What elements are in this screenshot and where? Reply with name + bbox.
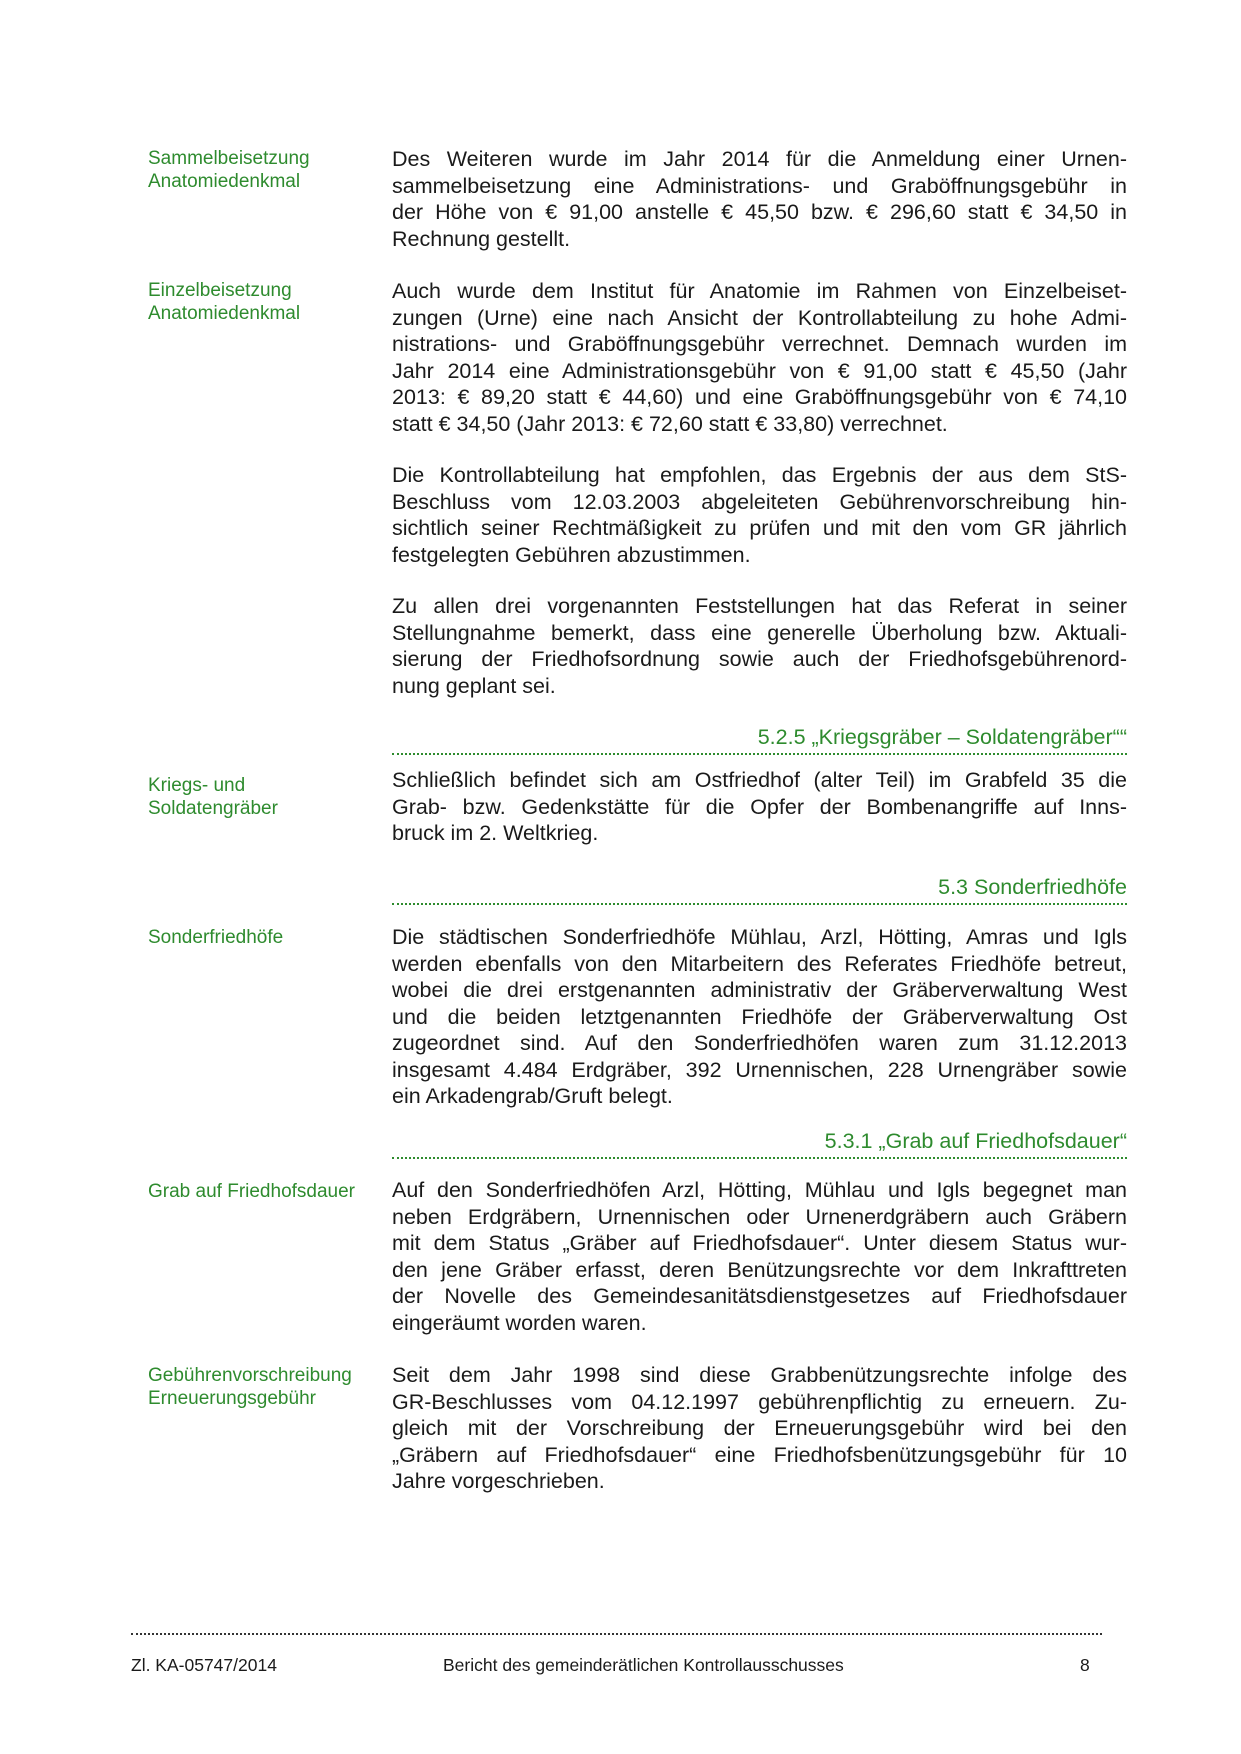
footer-page-number: 8 <box>1080 1655 1090 1675</box>
text-line: der Novelle des Gemeindesanitätsdienstgesetzes auf Friedhofsdauer <box>392 1284 1127 1308</box>
paragraph-empfehlung <box>392 462 1127 568</box>
section-heading-sonderfriedhoefe: 5.3 Sonderfriedhöfe <box>938 875 1127 899</box>
text-line: Die städtischen Sonderfriedhöfe Mühlau, Arzl, Hötting, Amras und Igls <box>392 925 1127 949</box>
text-line: ein Arkadengrab/Gruft belegt. <box>392 1084 673 1108</box>
paragraph-kriegsgraeber <box>392 767 1127 847</box>
heading-divider <box>392 903 1127 905</box>
margin-note-line: Erneuerungsgebühr <box>148 1388 316 1409</box>
margin-note-line: Soldatengräber <box>148 798 278 819</box>
text-line: Schließlich befindet sich am Ostfriedhof (alter Teil) im Grabfeld 35 die <box>392 768 1127 792</box>
margin-note-gebuehrenvorschreibung <box>148 1364 388 1410</box>
margin-note-line: Sammelbeisetzung <box>148 148 310 169</box>
paragraph-grab-friedhofsdauer <box>392 1177 1127 1336</box>
paragraph-einzelbeisetzung <box>392 278 1127 437</box>
text-line: Jahre vorgeschrieben. <box>392 1469 605 1493</box>
paragraph-erneuerungsgebuehr <box>392 1362 1127 1495</box>
text-line: der Höhe von € 91,00 anstelle € 45,50 bzw. € 296,60 statt € 34,50 in <box>392 200 1127 224</box>
text-line: zugeordnet sind. Auf den Sonderfriedhöfen waren zum 31.12.2013 <box>392 1031 1127 1055</box>
text-line: Auf den Sonderfriedhöfen Arzl, Hötting, Mühlau und Igls begegnet man <box>392 1178 1127 1202</box>
margin-note-line: Kriegs- und <box>148 775 246 796</box>
text-line: werden ebenfalls von den Mitarbeitern des Referates Friedhöfe betreut, <box>392 951 1127 976</box>
text-line: Auch wurde dem Institut für Anatomie im Rahmen von Einzelbeiset- <box>392 279 1127 303</box>
margin-note-einzelbeisetzung <box>148 279 388 325</box>
text-line: wobei die drei erstgenannten administrativ der Gräberverwaltung West <box>392 978 1127 1002</box>
text-line: statt € 34,50 (Jahr 2013: € 72,60 statt € 33,80) verrechnet. <box>392 411 948 436</box>
section-heading-grab-friedhofsdauer: 5.3.1 „Grab auf Friedhofsdauer“ <box>824 1129 1127 1153</box>
text-line: sichtlich seiner Rechtmäßigkeit zu prüfen und mit den vom GR jährlich <box>392 516 1127 540</box>
margin-note-kriegsgraeber <box>148 774 388 820</box>
text-line: Seit dem Jahr 1998 sind diese Grabbenützungsrechte infolge des <box>392 1363 1127 1387</box>
margin-note-line: Einzelbeisetzung <box>148 280 292 301</box>
margin-note-line: Anatomiedenkmal <box>148 303 301 324</box>
heading-divider <box>392 753 1127 755</box>
text-line: mit dem Status „Gräber auf Friedhofsdauer“. Unter diesem Status wur- <box>392 1231 1127 1255</box>
paragraph-stellungnahme <box>392 593 1127 699</box>
text-line: gleich mit der Vorschreibung der Erneuerungsgebühr wird bei den <box>392 1416 1127 1440</box>
text-line: „Gräbern auf Friedhofsdauer“ eine Friedhofsbenützungsgebühr für 10 <box>392 1442 1127 1467</box>
text-line: nung geplant sei. <box>392 673 556 698</box>
text-line: neben Erdgräbern, Urnennischen oder Urnenerdgräbern auch Gräbern <box>392 1204 1127 1229</box>
footer-reference: Zl. KA-05747/2014 <box>131 1655 277 1675</box>
text-line: Grab- bzw. Gedenkstätte für die Opfer der Bombenangriffe auf Inns- <box>392 794 1127 819</box>
text-line: Die Kontrollabteilung hat empfohlen, das Ergebnis der aus dem StS- <box>392 463 1127 487</box>
text-line: GR-Beschlusses vom 04.12.1997 gebührenpflichtig zu erneuern. Zu- <box>392 1389 1127 1414</box>
margin-note-line: Gebührenvorschreibung <box>148 1365 352 1386</box>
text-line: sammelbeisetzung eine Administrations- und Graböffnungsgebühr in <box>392 173 1127 198</box>
margin-note-line: Grab auf Friedhofsdauer <box>148 1181 356 1202</box>
text-line: eingeräumt worden waren. <box>392 1310 647 1335</box>
margin-note-line: Sonderfriedhöfe <box>148 927 284 948</box>
margin-note-grab-friedhofsdauer <box>148 1180 388 1203</box>
text-line: zungen (Urne) eine nach Ansicht der Kontrollabteilung zu hohe Admi- <box>392 305 1127 330</box>
paragraph-sonderfriedhoefe <box>392 924 1127 1110</box>
text-line: bruck im 2. Weltkrieg. <box>392 821 599 845</box>
text-line: und die beiden letztgenannten Friedhöfe der Gräberverwaltung Ost <box>392 1004 1127 1029</box>
text-line: Rechnung gestellt. <box>392 226 571 251</box>
text-line: insgesamt 4.484 Erdgräber, 392 Urnennischen, 228 Urnengräber sowie <box>392 1057 1127 1082</box>
text-line: festgelegten Gebühren abzustimmen. <box>392 542 751 567</box>
paragraph-sammelbeisetzung <box>392 146 1127 252</box>
text-line: Jahr 2014 eine Administrationsgebühr von € 91,00 statt € 45,50 (Jahr <box>392 358 1127 383</box>
margin-note-line: Anatomiedenkmal <box>148 171 301 192</box>
text-line: Zu allen drei vorgenannten Feststellungen hat das Referat in seiner <box>392 594 1127 618</box>
margin-note-sonderfriedhoefe <box>148 926 388 949</box>
heading-divider <box>392 1157 1127 1159</box>
text-line: sierung der Friedhofsordnung sowie auch der Friedhofsgebührenord- <box>392 647 1127 671</box>
text-line: nistrations- und Graböffnungsgebühr verrechnet. Demnach wurden im <box>392 332 1127 356</box>
text-line: den jene Gräber erfasst, deren Benützungsrechte vor dem Inkrafttreten <box>392 1257 1127 1282</box>
text-line: Stellungnahme bemerkt, dass eine generelle Überholung bzw. Aktuali- <box>392 620 1127 645</box>
margin-note-sammelbeisetzung <box>148 147 388 193</box>
footer-title: Bericht des gemeinderätlichen Kontrollausschusses <box>443 1655 844 1675</box>
text-line: Des Weiteren wurde im Jahr 2014 für die Anmeldung einer Urnen- <box>392 147 1127 171</box>
section-heading-kriegsgraeber: 5.2.5 „Kriegsgräber – Soldatengräber““ <box>757 725 1127 749</box>
text-line: 2013: € 89,20 statt € 44,60) und eine Graböffnungsgebühr von € 74,10 <box>392 385 1127 409</box>
footer-divider <box>131 1633 1102 1635</box>
text-line: Beschluss vom 12.03.2003 abgeleiteten Gebührenvorschreibung hin- <box>392 489 1127 514</box>
